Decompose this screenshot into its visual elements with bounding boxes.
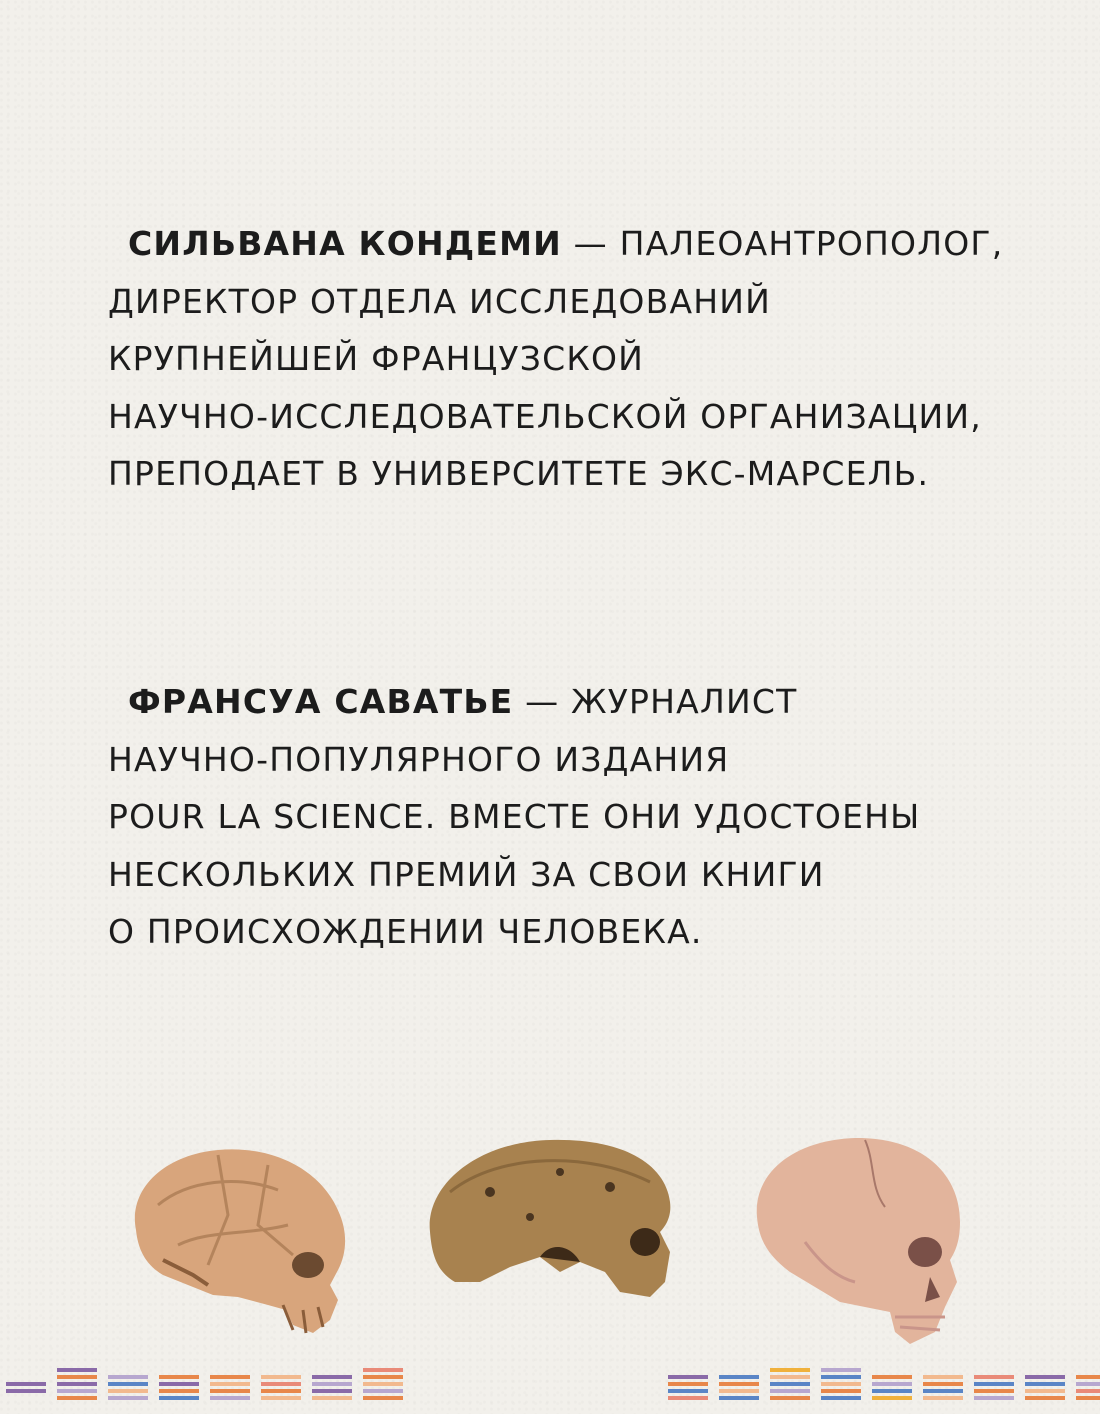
stripe — [312, 1389, 352, 1393]
skull-modern-human-icon — [745, 1132, 980, 1347]
stripe — [821, 1396, 861, 1400]
bio-line: ПРЕПОДАЕТ В УНИВЕРСИТЕТЕ ЭКС-МАРСЕЛЬ. — [108, 454, 930, 493]
stripe-block — [261, 1368, 301, 1403]
stripe — [363, 1389, 403, 1393]
stripe — [108, 1375, 148, 1379]
stripe — [6, 1375, 46, 1379]
stripe — [872, 1382, 912, 1386]
stripe — [210, 1382, 250, 1386]
stripe — [57, 1375, 97, 1379]
author-name: ФРАНСУА САВАТЬЕ — [128, 682, 514, 721]
stripe-block — [923, 1368, 963, 1403]
stripe — [668, 1382, 708, 1386]
stripe — [872, 1368, 912, 1372]
stripe — [363, 1368, 403, 1372]
stripe — [770, 1389, 810, 1393]
stripe — [108, 1382, 148, 1386]
bio-line: ДИРЕКТОР ОТДЕЛА ИССЛЕДОВАНИЙ — [108, 281, 772, 321]
stripe — [719, 1389, 759, 1393]
stripe — [108, 1389, 148, 1393]
stripe-block — [872, 1368, 912, 1403]
stripe — [1025, 1368, 1065, 1372]
stripe — [821, 1389, 861, 1393]
stripe — [210, 1375, 250, 1379]
bio-line: НЕСКОЛЬКИХ ПРЕМИЙ ЗА СВОИ КНИГИ — [108, 854, 825, 894]
stripe — [1025, 1382, 1065, 1386]
stripe — [923, 1382, 963, 1386]
stripe — [668, 1375, 708, 1379]
stripe — [159, 1389, 199, 1393]
stripe — [821, 1368, 861, 1372]
stripe — [363, 1382, 403, 1386]
stripe — [1025, 1396, 1065, 1400]
decorative-stripes-left — [6, 1368, 414, 1403]
stripe — [974, 1382, 1014, 1386]
stripe — [923, 1389, 963, 1393]
stripe — [261, 1368, 301, 1372]
stripe-block — [159, 1368, 199, 1403]
stripe-block — [719, 1368, 759, 1403]
stripe — [872, 1375, 912, 1379]
stripe — [363, 1396, 403, 1400]
bio-line: О ПРОИСХОЖДЕНИИ ЧЕЛОВЕКА. — [108, 912, 703, 951]
stripe — [668, 1368, 708, 1372]
stripe — [57, 1382, 97, 1386]
bio-first-line — [108, 673, 1048, 731]
stripe — [210, 1368, 250, 1372]
stripe — [210, 1389, 250, 1393]
bio-text: — ПАЛЕОАНТРОПОЛОГ, — [561, 224, 1004, 263]
stripe — [974, 1396, 1014, 1400]
stripe-block — [312, 1368, 352, 1403]
stripe — [668, 1389, 708, 1393]
stripe-block — [974, 1368, 1014, 1403]
stripe — [668, 1396, 708, 1400]
bio-line: НАУЧНО-ПОПУЛЯРНОГО ИЗДАНИЯ — [108, 739, 730, 779]
stripe — [261, 1375, 301, 1379]
stripe — [974, 1375, 1014, 1379]
stripe — [261, 1396, 301, 1400]
stripe — [719, 1396, 759, 1400]
skull-fossil-dark-icon — [420, 1132, 690, 1307]
bio-line: POUR LA SCIENCE. ВМЕСТЕ ОНИ УДОСТОЕНЫ — [108, 797, 921, 836]
stripe — [923, 1396, 963, 1400]
stripe — [57, 1368, 97, 1372]
author-bio-condemi — [108, 215, 1048, 503]
stripe-block — [57, 1368, 97, 1403]
stripe — [363, 1375, 403, 1379]
stripe — [159, 1382, 199, 1386]
stripe — [1076, 1375, 1100, 1379]
stripe — [719, 1375, 759, 1379]
stripe-block — [210, 1368, 250, 1403]
stripe — [108, 1368, 148, 1372]
stripe — [923, 1375, 963, 1379]
stripe — [312, 1375, 352, 1379]
stripe — [6, 1389, 46, 1393]
stripe-block — [770, 1368, 810, 1403]
stripe-block — [363, 1368, 403, 1403]
stripe — [57, 1389, 97, 1393]
stripe — [1076, 1389, 1100, 1393]
stripe — [1076, 1382, 1100, 1386]
stripe — [719, 1382, 759, 1386]
bio-line: НАУЧНО-ИССЛЕДОВАТЕЛЬСКОЙ ОРГАНИЗАЦИИ, — [108, 396, 982, 436]
stripe — [923, 1368, 963, 1372]
stripe-block — [108, 1368, 148, 1403]
stripe — [312, 1396, 352, 1400]
stripe — [261, 1382, 301, 1386]
stripe — [312, 1382, 352, 1386]
stripe — [108, 1396, 148, 1400]
stripe — [159, 1375, 199, 1379]
stripe — [1025, 1389, 1065, 1393]
stripe — [6, 1382, 46, 1386]
bio-text: — ЖУРНАЛИСТ — [513, 682, 798, 721]
stripe — [770, 1375, 810, 1379]
stripe — [974, 1389, 1014, 1393]
bio-line: КРУПНЕЙШЕЙ ФРАНЦУЗСКОЙ — [108, 339, 645, 378]
stripe-block — [668, 1368, 708, 1403]
stripe — [159, 1396, 199, 1400]
stripe — [210, 1396, 250, 1400]
stripe — [872, 1396, 912, 1400]
stripe — [821, 1375, 861, 1379]
stripe — [261, 1389, 301, 1393]
stripe — [770, 1396, 810, 1400]
stripe-block — [6, 1368, 46, 1403]
stripe — [1025, 1375, 1065, 1379]
stripe — [821, 1382, 861, 1386]
author-name: СИЛЬВАНА КОНДЕМИ — [128, 224, 562, 263]
stripe — [312, 1368, 352, 1372]
stripe-block — [1076, 1368, 1100, 1403]
skull-fossil-reconstructed-icon — [118, 1135, 363, 1335]
stripe — [770, 1368, 810, 1372]
stripe — [974, 1368, 1014, 1372]
stripe-block — [1025, 1368, 1065, 1403]
stripe — [872, 1389, 912, 1393]
stripe-block — [821, 1368, 861, 1403]
author-bio-savatier — [108, 673, 1048, 961]
stripe — [159, 1368, 199, 1372]
stripe — [719, 1368, 759, 1372]
stripe — [1076, 1368, 1100, 1372]
stripe — [770, 1382, 810, 1386]
stripe — [57, 1396, 97, 1400]
stripe — [6, 1368, 46, 1372]
bio-first-line — [108, 215, 1048, 273]
decorative-stripes-right — [668, 1368, 1100, 1403]
stripe — [1076, 1396, 1100, 1400]
